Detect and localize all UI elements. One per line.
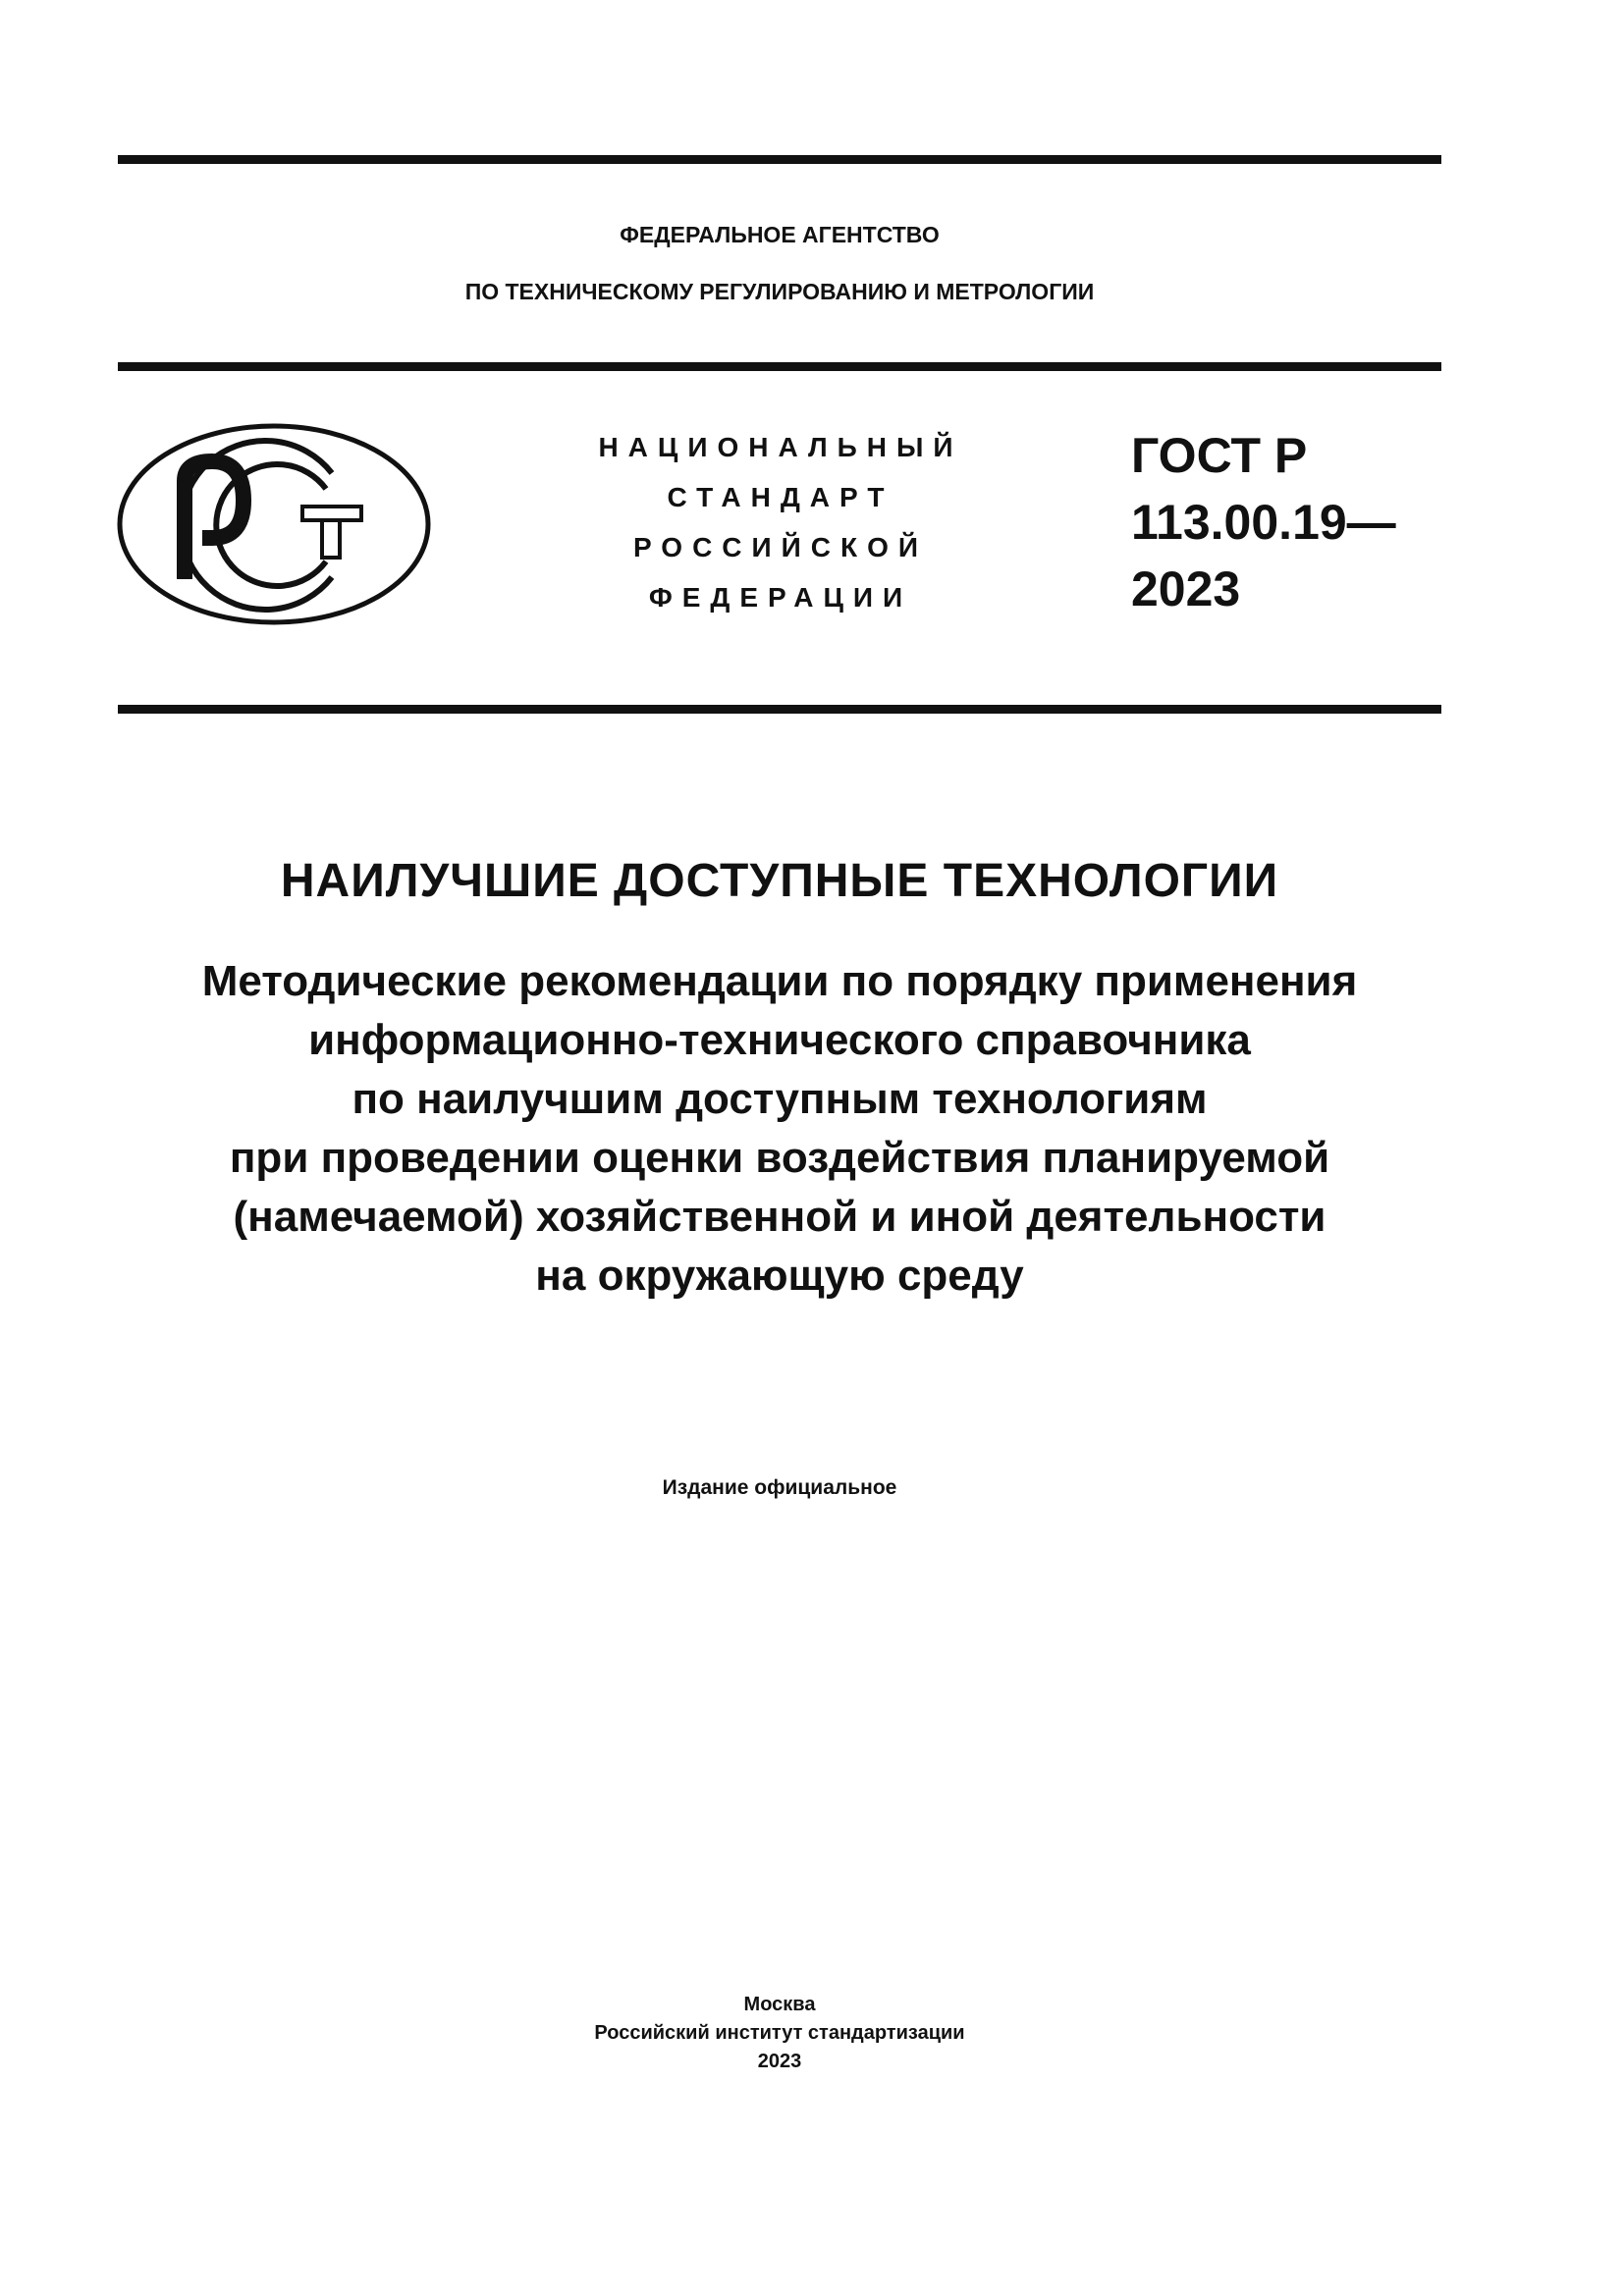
subtitle-line: при проведении оценки воздействия планируемой <box>229 1134 1330 1182</box>
agency-line-1: ФЕДЕРАЛЬНОЕ АГЕНТСТВО <box>620 222 940 247</box>
designation-line: 2023 <box>1131 561 1241 616</box>
top-rule <box>118 155 1441 164</box>
subtitle-line: (намечаемой) хозяйственной и иной деятельности <box>233 1193 1326 1241</box>
national-line: НАЦИОНАЛЬНЫЙ <box>598 432 963 462</box>
standard-designation <box>1131 422 1396 622</box>
document-title: НАИЛУЧШИЕ ДОСТУПНЫЕ ТЕХНОЛОГИИ <box>280 855 1279 907</box>
national-line: РОССИЙСКОЙ <box>633 532 928 562</box>
document-subtitle <box>118 952 1441 1306</box>
bottom-rule <box>118 705 1441 714</box>
publisher-block <box>118 1991 1441 2076</box>
publisher-city: Москва <box>743 1994 816 2015</box>
edition-label: Издание официальное <box>662 1476 897 1499</box>
designation-line: 113.00.19— <box>1131 495 1396 550</box>
publisher-name: Российский институт стандартизации <box>594 2022 965 2044</box>
designation-line: ГОСТ Р <box>1131 428 1308 483</box>
rst-logo <box>116 422 432 626</box>
subtitle-line: Методические рекомендации по порядку применения <box>201 957 1358 1005</box>
national-line: СТАНДАРТ <box>667 482 894 512</box>
publisher-year: 2023 <box>757 2051 802 2072</box>
subtitle-line: информационно-технического справочника <box>308 1016 1251 1064</box>
agency-line-2: ПО ТЕХНИЧЕСКОМУ РЕГУЛИРОВАНИЮ И МЕТРОЛОГИИ <box>464 279 1095 304</box>
subtitle-line: на окружающую среду <box>535 1252 1024 1300</box>
middle-rule <box>118 362 1441 371</box>
national-line: ФЕДЕРАЦИИ <box>648 582 913 613</box>
subtitle-line: по наилучшим доступным технологиям <box>352 1075 1208 1123</box>
national-standard-label <box>550 422 1011 622</box>
